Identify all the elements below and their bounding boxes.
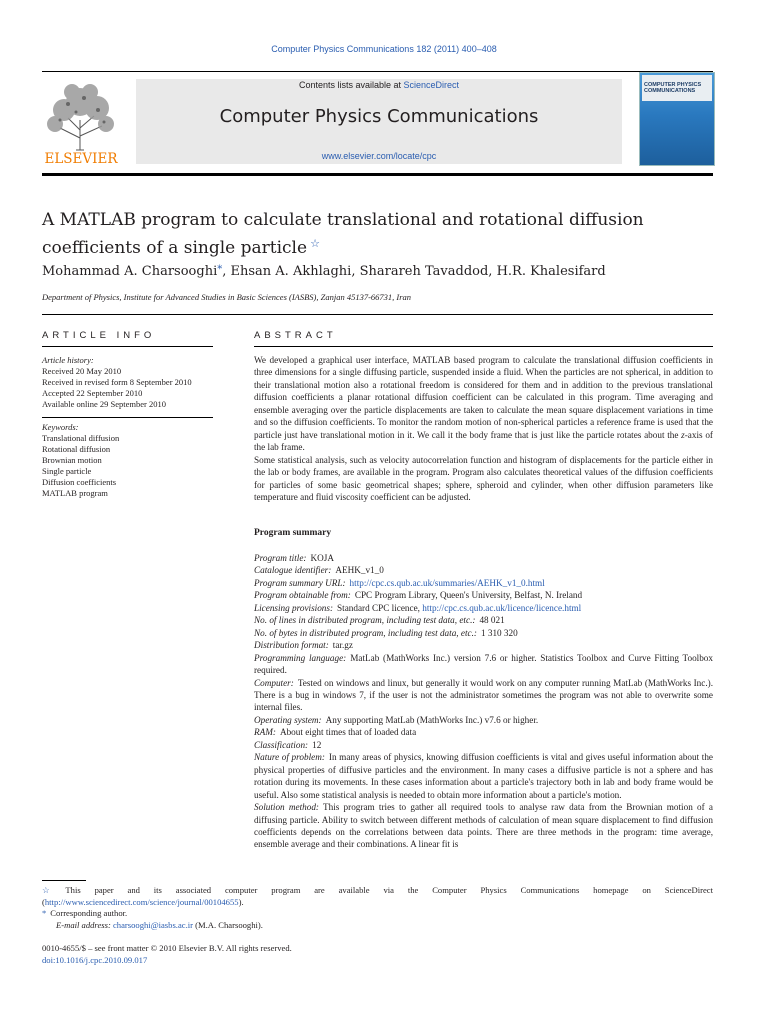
history-accepted: Accepted 22 September 2010 <box>42 388 143 398</box>
article-history <box>42 355 217 410</box>
authors-rest: , Ehsan A. Akhlaghi, Sharareh Tavaddod, H.R. Khalesifard <box>222 264 606 279</box>
elsevier-wordmark: ELSEVIER <box>44 151 118 166</box>
author-corresponding: Mohammad A. Charsooghi <box>42 264 218 279</box>
sciencedirect-link[interactable]: ScienceDirect <box>403 80 460 90</box>
author-affiliation: Department of Physics, Institute for Advanced Studies in Basic Sciences (IASBS), Zanjan 45137-66731, Iran <box>42 292 412 302</box>
summary-catalogue: Catalogue identifier: AEHK_v1_0 <box>254 565 384 576</box>
summary-language: Programming language: MatLab (MathWorks Inc.) version 7.6 or higher. Statistics Toolbox and Curve Fitting Toolbox required. <box>254 652 713 676</box>
journal-reference[interactable]: Computer Physics Communications 182 (2011) 400–408 <box>271 44 497 54</box>
history-online: Available online 29 September 2010 <box>42 399 167 409</box>
keyword: Brownian motion <box>42 455 102 465</box>
summary-ram: RAM: About eight times that of loaded data <box>254 727 417 738</box>
keywords-block <box>42 422 217 499</box>
summary-url-link[interactable]: http://cpc.cs.qub.ac.uk/summaries/AEHK_v1_0.html <box>349 577 545 588</box>
keyword: Diffusion coefficients <box>42 477 117 487</box>
doi-link[interactable]: doi:10.1016/j.cpc.2010.09.017 <box>42 954 148 965</box>
keyword: Rotational diffusion <box>42 444 111 454</box>
keyword: Translational diffusion <box>42 433 120 443</box>
article-info-rule <box>42 346 213 347</box>
elsevier-tree-logo-icon <box>40 80 122 166</box>
program-summary-title: Program summary <box>254 528 332 538</box>
author-list <box>42 264 722 279</box>
keywords-label: Keywords: <box>42 422 79 432</box>
program-summary <box>254 552 713 851</box>
summary-program-title: Program title: KOJA <box>254 553 334 563</box>
keywords-rule <box>42 417 213 418</box>
journal-cover-thumbnail[interactable] <box>639 72 715 166</box>
abstract-rule <box>254 346 713 347</box>
journal-url-link[interactable]: www.elsevier.com/locate/cpc <box>321 151 437 161</box>
copyright-block <box>42 943 713 966</box>
header-rule <box>42 173 713 176</box>
copyright-line: 0010-4655/$ – see front matter © 2010 Elsevier B.V. All rights reserved. <box>42 943 292 953</box>
article-info-heading: ARTICLE INFO <box>42 330 156 341</box>
title-footnote-star[interactable]: ☆ <box>310 237 320 250</box>
summary-os: Operating system: Any supporting MatLab (MathWorks Inc.) v7.6 or higher. <box>254 714 539 725</box>
footnotes <box>42 885 713 931</box>
summary-licensing: Licensing provisions: Standard CPC licence, http://cpc.cs.qub.ac.uk/licence/licence.html <box>254 602 582 613</box>
licence-link[interactable]: http://cpc.cs.qub.ac.uk/licence/licence.html <box>422 602 582 613</box>
summary-classification: Classification: 12 <box>254 739 322 750</box>
history-label: Article history: <box>42 355 94 365</box>
summary-solution: Solution method: This program tries to gather all required tools to analyse raw data from the Brownian motion of a diffusing particle. Ability to switch between different methods of calculation of mean square displacement to find diffusion coefficients depends on the correlations between data points. There are three methods in the program: time average, ensemble average and their combinations. A linear fit is <box>254 802 714 850</box>
footnote-star: ☆ This paper and its associated computer program are available via the Computer Physics Communications homepage on ScienceDirect (http://www.sciencedirect.com/science/journal/00104655). <box>42 885 713 907</box>
keyword: Single particle <box>42 466 92 476</box>
footnote-email: E-mail address: charsooghi@iasbs.ac.ir (M.A. Charsooghi). <box>56 919 263 930</box>
abstract-heading: ABSTRACT <box>254 330 337 341</box>
history-received: Received 20 May 2010 <box>42 366 122 376</box>
abstract-body <box>254 354 713 503</box>
affiliation-rule <box>42 314 713 315</box>
history-revised: Received in revised form 8 September 2010 <box>42 377 192 387</box>
summary-computer: Computer: Tested on windows and linux, but generally it would work on any computer running MatLab (MathWorks Inc.). There is a bug in windows 7, if the user is not the administrator sometimes the program was not able to overwrite some internal files. <box>254 677 713 713</box>
journal-title: Computer Physics Communications <box>219 106 539 127</box>
summary-nature: Nature of problem: In many areas of physics, knowing diffusion coefficients is vital and gives useful information about the physical properties of diffusive particles and the environment. In many cases a diffusive particle is not a sphere and has rotation during its movements. In these cases information about a particle's trajectory both in lab and body frame would be useful. Also some statistical analysis is needed to obtain more information about a particle's motion. <box>254 752 713 800</box>
contents-line: Contents lists available at ScienceDirect <box>298 80 460 90</box>
sciencedirect-journal-link[interactable]: http://www.sciencedirect.com/science/journal/00104655 <box>44 896 239 907</box>
corresponding-author-mark[interactable]: * <box>217 264 223 275</box>
summary-bytes: No. of bytes in distributed program, including test data, etc.: 1 310 320 <box>254 627 518 638</box>
article-title: A MATLAB program to calculate translational and rotational diffusion coefficients of a single particle ☆ <box>42 210 644 258</box>
summary-lines: No. of lines in distributed program, including test data, etc.: 48 021 <box>254 615 505 626</box>
footnote-corresponding: * Corresponding author. <box>42 908 128 918</box>
summary-url: Program summary URL: http://cpc.cs.qub.ac.uk/summaries/AEHK_v1_0.html <box>254 577 545 588</box>
summary-obtainable: Program obtainable from: CPC Program Library, Queen's University, Belfast, N. Ireland <box>254 590 583 601</box>
abstract-paragraph-1: We developed a graphical user interface, MATLAB based program to calculate the translational diffusion coefficients in three dimensions for a single diffusing particle, suspended inside a fluid. When the particles are not spherical, in addition to their translational motion also a rotational freedom is considered for them and in addition to the previous translational diffusion coefficients a planar rotational diffusion coefficient can be calculated in this program. Time averaging and ensemble averaging over the particle displacements are taken to calculate the mean square displacement variations in time and so the diffusion coefficients. To monitor the random motion of non-spherical particles a reference frame is used that the particle just have translational motion in it. We call it the body frame that is just like the particle rotates about the z-axis of the lab frame. <box>254 355 713 453</box>
keyword: MATLAB program <box>42 488 108 498</box>
top-rule <box>42 71 713 72</box>
summary-format: Distribution format: tar.gz <box>254 640 353 651</box>
email-link[interactable]: charsooghi@iasbs.ac.ir <box>112 919 193 930</box>
footnote-rule <box>42 880 86 881</box>
cover-title: COMPUTER PHYSICS COMMUNICATIONS <box>644 82 702 94</box>
abstract-paragraph-2: Some statistical analysis, such as velocity autocorrelation function and histogram of displacements for the particle either in the lab or body frames, are available in the program. Program also calculates theoretical values of the diffusion coefficients for particles of some basic geometrical shapes; sphere, spheroid and cylinder, when other diffusion parameters like temperature and fluid viscosity coefficient can be adjusted. <box>254 454 713 502</box>
